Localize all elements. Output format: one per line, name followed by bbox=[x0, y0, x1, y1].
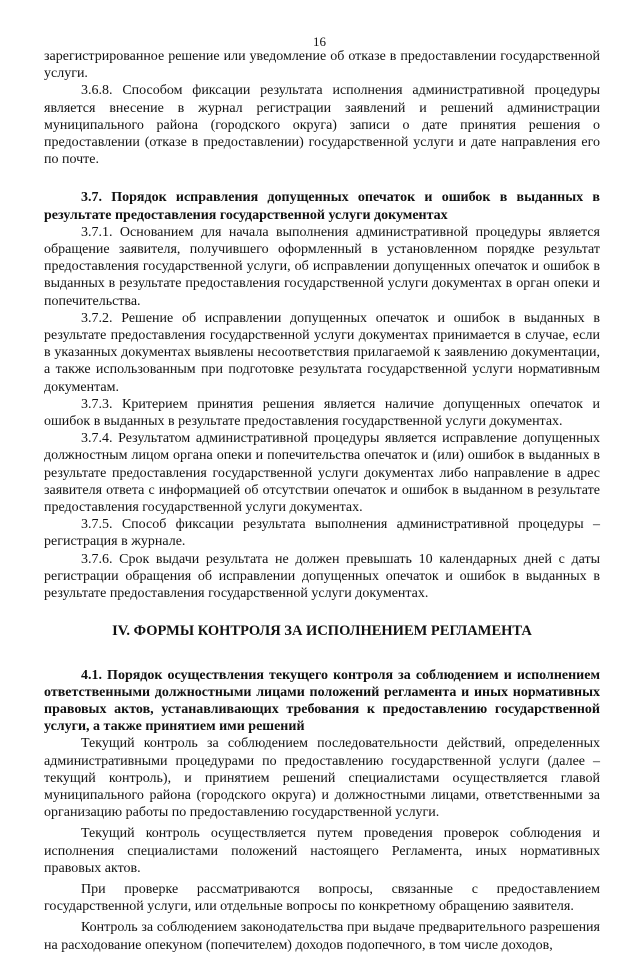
paragraph-4-1-a: Текущий контроль за соблюдением последовательности действий, определенных административными процедурами по предоставлению государственной услуги (далее – текущий контроль), и принятием решений специалистами осуществляется главой муниципального района (городского округа) и должностными лицами, ответственными за организацию работы по предоставлению государственной услуги. bbox=[44, 736, 600, 821]
page-number: 16 bbox=[313, 34, 326, 49]
paragraph-3-7-6: 3.7.6. Срок выдачи результата не должен превышать 10 календарных дней с даты регистрации обращения об исправлении допущенных опечаток и ошибок в выданных в результате предоставления государственной услуги документах. bbox=[44, 551, 600, 602]
paragraph-3-7-1: 3.7.1. Основанием для начала выполнения административной процедуры является обращение заявителя, получившего оформленный в установленном порядке результат предоставления государственной услуги, об исправлении допущенных опечаток и ошибок в выданных в результате предоставления государственной услуги документах в орган опеки и попечительства. bbox=[44, 224, 600, 309]
chapter-title-4: IV. ФОРМЫ КОНТРОЛЯ ЗА ИСПОЛНЕНИЕМ РЕГЛАМЕНТА bbox=[112, 623, 532, 640]
paragraph-4-1-b: Текущий контроль осуществляется путем проведения проверок соблюдения и исполнения специалистами положений настоящего Регламента, иных нормативных правовых актов. bbox=[44, 826, 600, 876]
page-body bbox=[44, 48, 600, 954]
paragraph-3-7-5: 3.7.5. Способ фиксации результата выполнения административной процедуры – регистрация в журнале. bbox=[44, 517, 600, 550]
section-heading-4-1: 4.1. Порядок осуществления текущего контроля за соблюдением и исполнением ответственными должностными лицами положений регламента и иных нормативных правовых актов, устанавливающих требования к предоставлению государственной услуги, а также принятием ими решений bbox=[44, 667, 600, 735]
section-heading-3-7: 3.7. Порядок исправления допущенных опечаток и ошибок в выданных в результате предоставления государственной услуги документах bbox=[44, 190, 600, 223]
paragraph-3-7-2: 3.7.2. Решение об исправлении допущенных опечаток и ошибок в выданных в результате предоставления государственной услуги документах принимается в случае, если в указанных документах выявлены несоответствия прилагаемой к заявлению документации, а также использованным при подготовке результата государственной услуги нормативным документам. bbox=[44, 310, 600, 395]
paragraph-3-6-8: 3.6.8. Способом фиксации результата исполнения административной процедуры является внесение в журнал регистрации заявлений и решений администрации муниципального района (городского округа) записи о дате принятия решения о предоставлении (отказе в предоставлении) государственной услуги и дате направления его по почте. bbox=[44, 83, 600, 168]
paragraph-4-1-c: При проверке рассматриваются вопросы, связанные с предоставлением государственной услуги, или отдельные вопросы по конкретному обращению заявителя. bbox=[44, 881, 600, 915]
paragraph-3-7-3: 3.7.3. Критерием принятия решения является наличие допущенных опечаток и ошибок в выданных в результате предоставления государственной услуги документах. bbox=[44, 396, 600, 430]
paragraph-3-7-4: 3.7.4. Результатом административной процедуры является исправление допущенных должностным лицом органа опеки и попечительства опечаток и (или) ошибок в выданных в результате предоставления государственной услуги документах либо направление в адрес заявителя ответа с информацией об отсутствии опечаток и ошибок в выданном в результате предоставления государственной услуги документах. bbox=[44, 431, 600, 516]
paragraph-4-1-d: Контроль за соблюдением законодательства при выдаче предварительного разрешения на расходование опекуном (попечителем) доходов подопечного, в том числе доходов, bbox=[44, 920, 600, 953]
paragraph-continuation: зарегистрированное решение или уведомление об отказе в предоставлении государственной услуги. bbox=[44, 49, 600, 82]
